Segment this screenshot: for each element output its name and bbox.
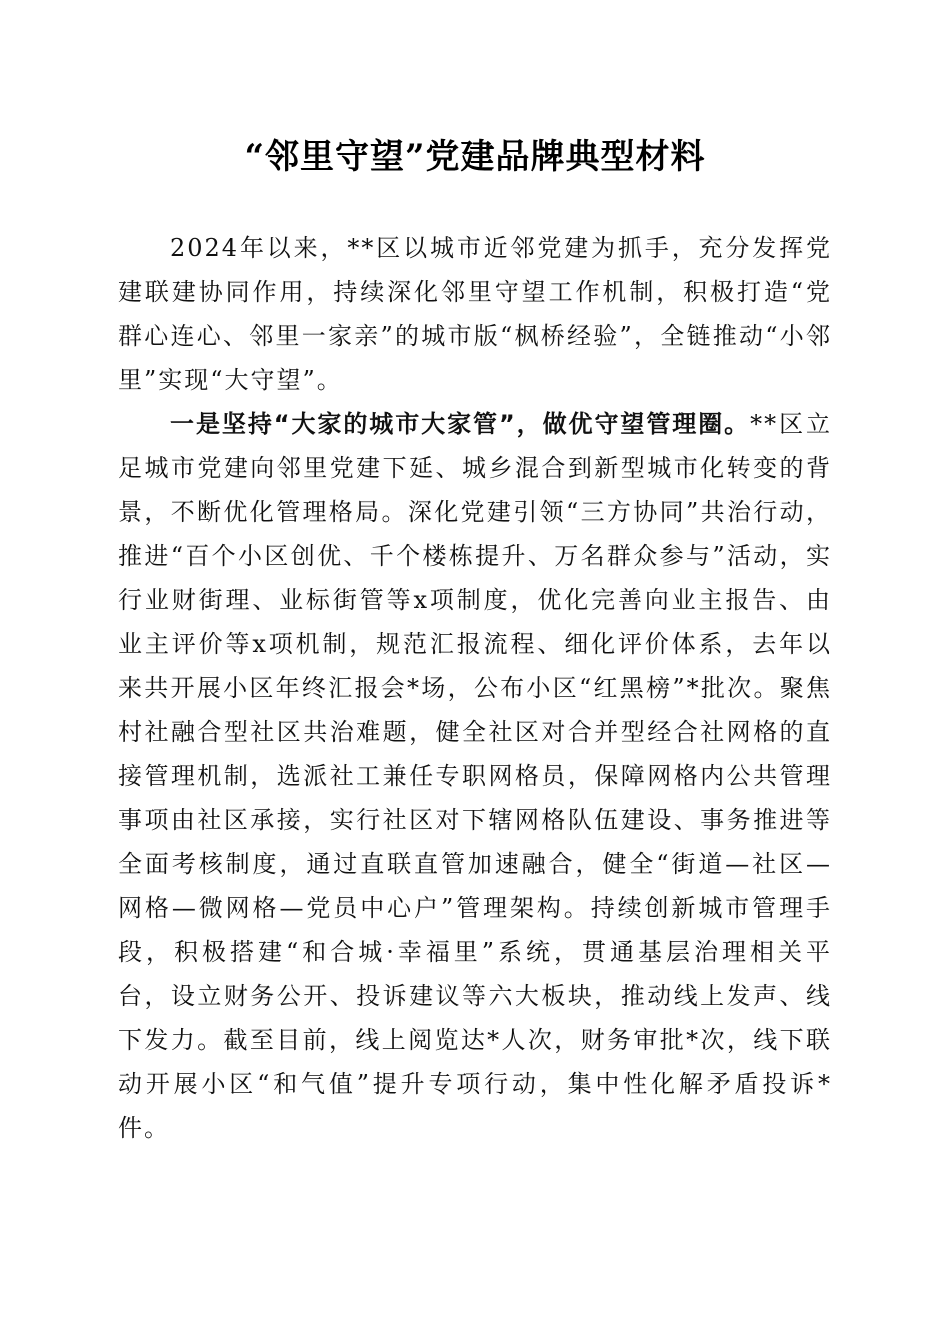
- paragraph-text: 2024年以来，**区以城市近邻党建为抓手，充分发挥党建联建协同作用，持续深化邻里守望工作机制，积极打造“党群心连心、邻里一家亲”的城市版“枫桥经验”，全链推动“小邻里”实现“大守望”。: [118, 234, 832, 394]
- document-title: “邻里守望”党建品牌典型材料: [244, 137, 706, 177]
- paragraph-intro: [118, 226, 832, 402]
- paragraph-text: **区立足城市党建向邻里党建下延、城乡混合到新型城市化转变的背景，不断优化管理格局。深化党建引领“三方协同”共治行动，推进“百个小区创优、千个楼栋提升、万名群众参与”活动，实行业财街理、业标街管等x项制度，优化完善向业主报告、由业主评价等x项机制，规范汇报流程、细化评价体系，去年以来共开展小区年终汇报会*场，公布小区“红黑榜”*批次。聚焦村社融合型社区共治难题，健全社区对合并型经合社网格的直接管理机制，选派社工兼任专职网格员，保障网格内公共管理事项由社区承接，实行社区对下辖网格队伍建设、事务推进等全面考核制度，通过直联直管加速融合，健全“街道—社区—网格—微网格—党员中心户”管理架构。持续创新城市管理手段，积极搭建“和合城·幸福里”系统，贯通基层治理相关平台，设立财务公开、投诉建议等六大板块，推动线上发声、线下发力。截至目前，线上阅览达*人次，财务审批*次，线下联动开展小区“和气值”提升专项行动，集中性化解矛盾投诉*件。: [118, 410, 833, 1142]
- paragraph-point-one: [118, 402, 832, 1150]
- document-body: [118, 226, 832, 1150]
- paragraph-lead: 一是坚持“大家的城市大家管”，做优守望管理圈。: [170, 410, 751, 438]
